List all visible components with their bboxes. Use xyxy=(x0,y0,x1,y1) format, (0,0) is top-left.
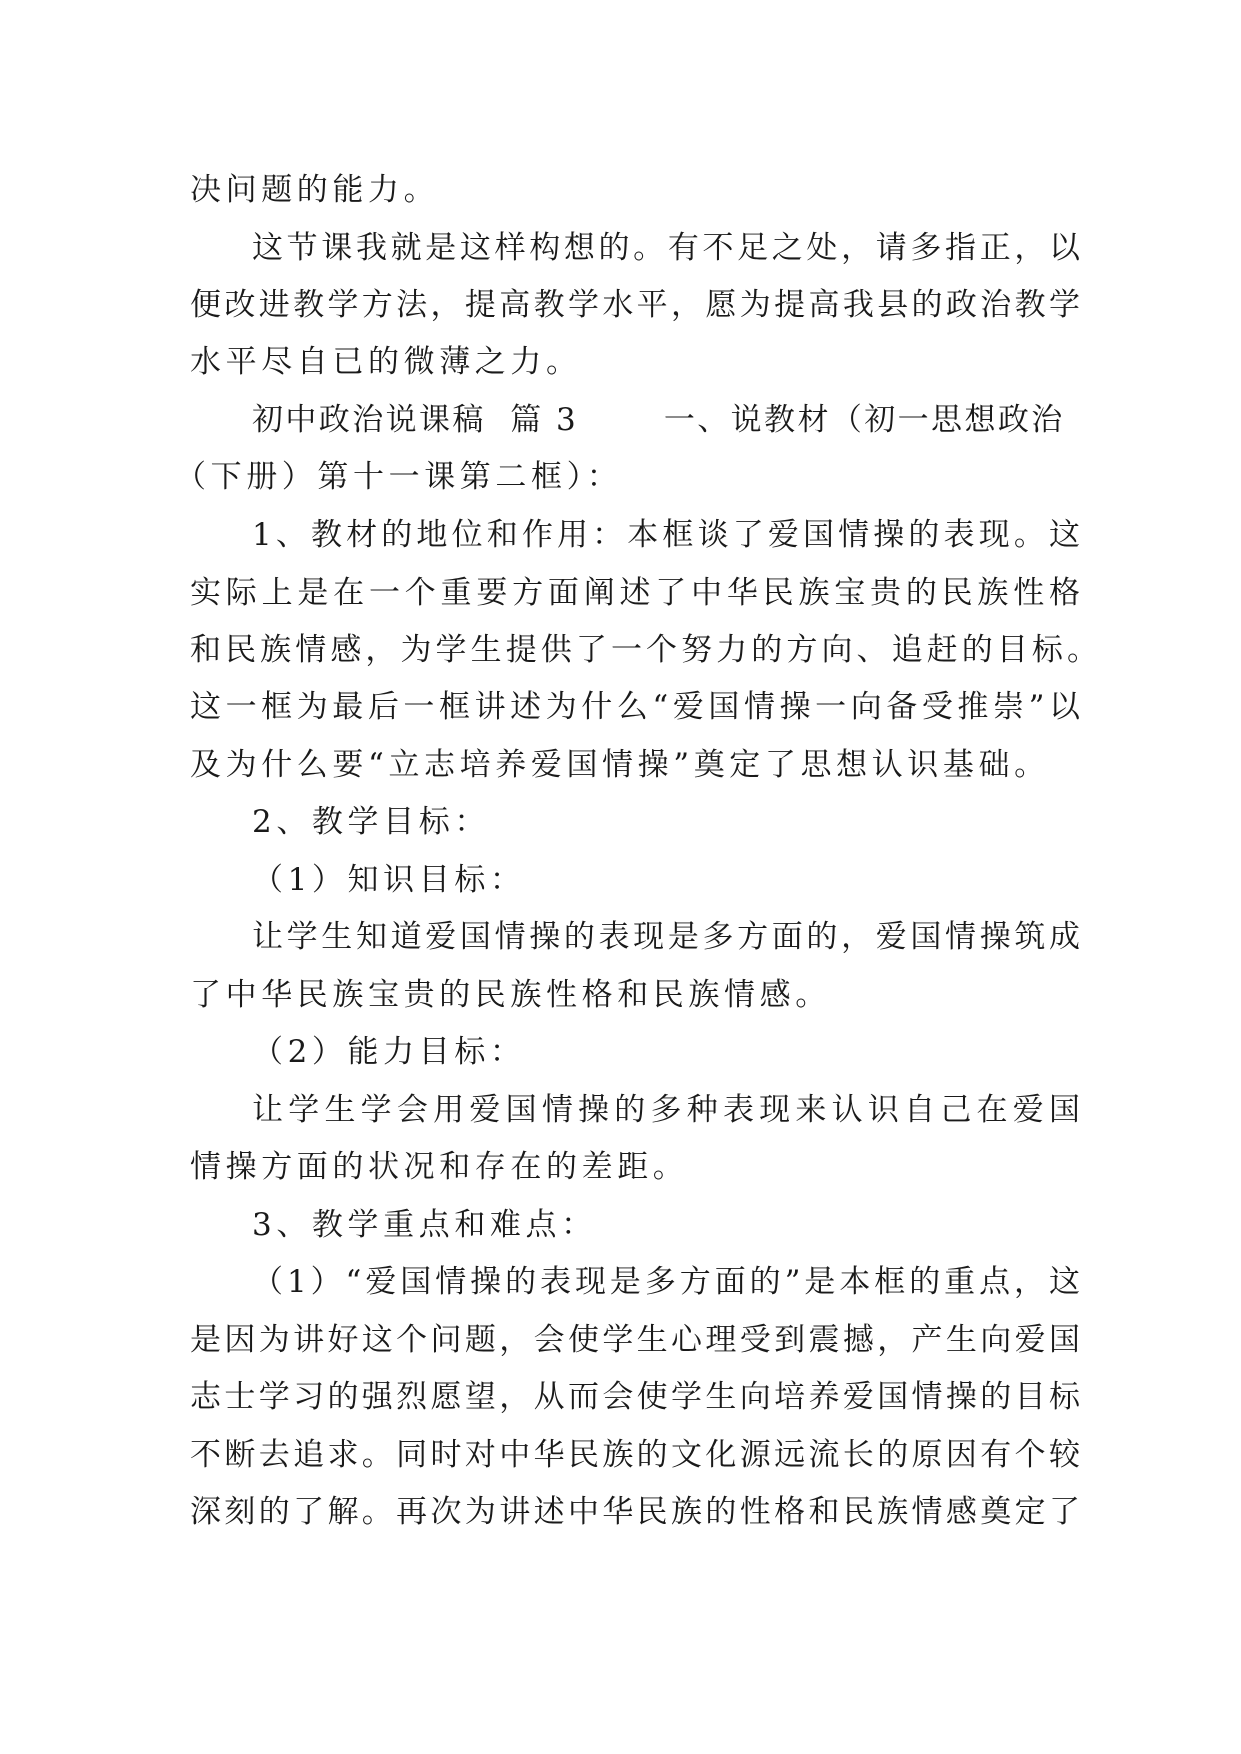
text-line: （下册）第十一课第二框）： xyxy=(175,459,623,495)
text-line: 决问题的能力。 xyxy=(190,172,440,208)
text-line: 1、教材的地位和作用：本框谈了爱国情操的表现。这 xyxy=(252,517,1080,553)
text-line: 及为什么要“立志培养爱国情操”奠定了思想认识基础。 xyxy=(190,747,1050,783)
text-line: 3、教学重点和难点： xyxy=(252,1207,597,1243)
text-line: 让学生学会用爱国情操的多种表现来认识自己在爱国 xyxy=(252,1092,1080,1128)
text-line: 这节课我就是这样构想的。有不足之处，请多指正，以 xyxy=(252,230,1080,266)
text-line: 情操方面的状况和存在的差距。 xyxy=(190,1149,689,1185)
text-line: （1）“爱国情操的表现是多方面的”是本框的重点，这 xyxy=(252,1264,1080,1300)
text-line: 让学生知道爱国情操的表现是多方面的，爱国情操筑成 xyxy=(252,919,1080,955)
text-line: 不断去追求。同时对中华民族的文化源远流长的原因有个较 xyxy=(190,1437,1080,1473)
text-line: 志士学习的强烈愿望，从而会使学生向培养爱国情操的目标 xyxy=(190,1379,1080,1415)
text-line: 是因为讲好这个问题，会使学生心理受到震撼，产生向爱国 xyxy=(190,1322,1080,1358)
text-line: 便改进教学方法，提高教学水平，愿为提高我县的政治教学 xyxy=(190,287,1080,323)
text-line: 2、教学目标： xyxy=(252,804,490,840)
text-line: 这一框为最后一框讲述为什么“爱国情操一向备受推崇”以 xyxy=(190,689,1080,725)
text-line: 了中华民族宝贵的民族性格和民族情感。 xyxy=(190,977,831,1013)
text-line: 和民族情感，为学生提供了一个努力的方向、追赶的目标。 xyxy=(190,632,1098,668)
text-line: 深刻的了解。再次为讲述中华民族的性格和民族情感奠定了 xyxy=(190,1494,1080,1530)
text-line: （2）能力目标： xyxy=(252,1034,526,1070)
text-line: （1）知识目标： xyxy=(252,862,526,898)
text-line: 初中政治说课稿 篇 3 一、说教材（初一思想政治 xyxy=(252,402,1065,438)
text-line: 实际上是在一个重要方面阐述了中华民族宝贵的民族性格 xyxy=(190,575,1080,611)
text-line: 水平尽自已的微薄之力。 xyxy=(190,344,582,380)
